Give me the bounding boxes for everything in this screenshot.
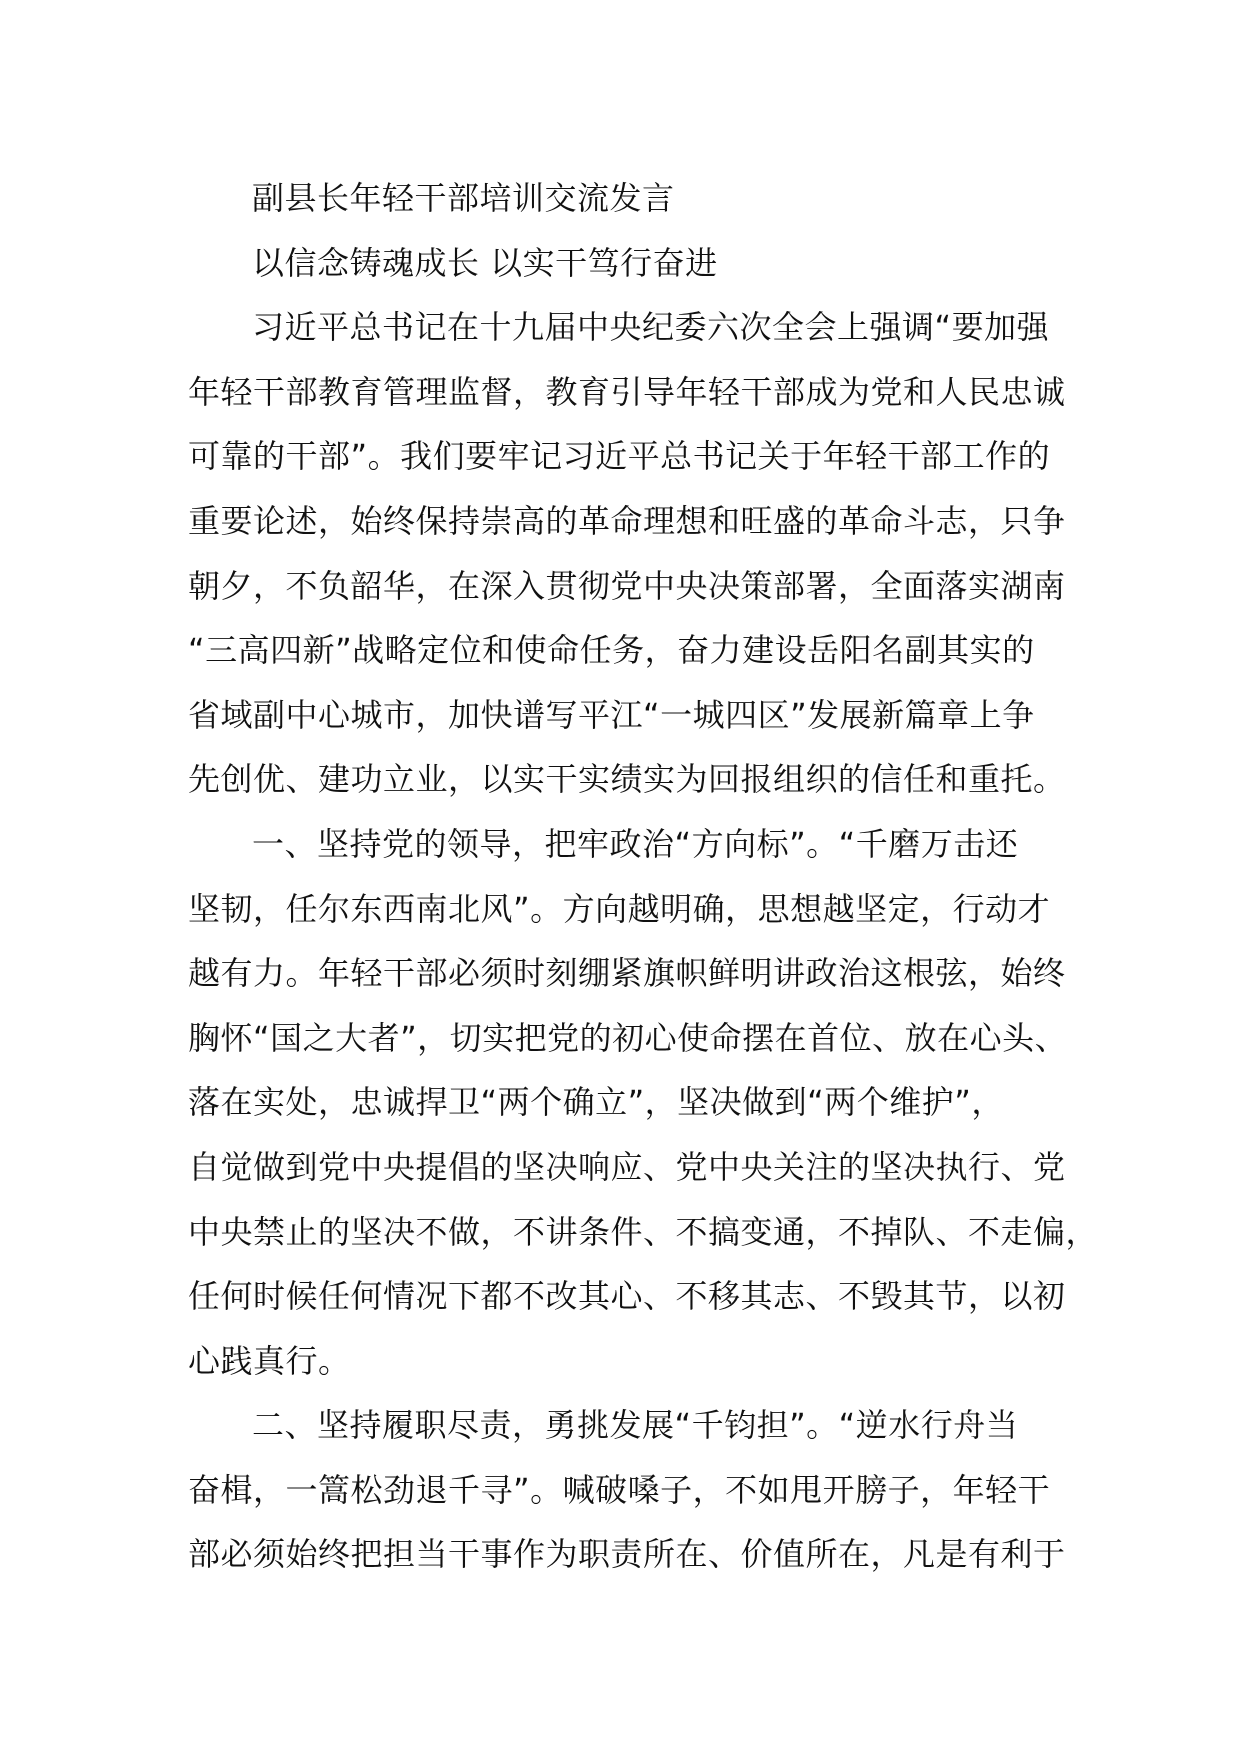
document-subtitle: 以信念铸魂成长 以实干笃行奋进 bbox=[252, 243, 718, 282]
paragraph-line: 越有力。年轻干部必须时刻绷紧旗帜鲜明讲政治这根弦，始终 bbox=[188, 954, 1066, 993]
paragraph-line: 胸怀“国之大者”，切实把党的初心使命摆在首位、放在心头、 bbox=[188, 1018, 1068, 1057]
paragraph-line: 省域副中心城市，加快谱写平江“一城四区”发展新篇章上争 bbox=[188, 695, 1035, 734]
paragraph-line: 习近平总书记在十九届中央纪委六次全会上强调“要加强 bbox=[252, 308, 1050, 347]
paragraph-line: 二、坚持履职尽责，勇挑发展“千钧担”。“逆水行舟当 bbox=[252, 1406, 1019, 1445]
paragraph-line: 先创优、建功立业，以实干实绩实为回报组织的信任和重托。 bbox=[188, 760, 1066, 799]
paragraph-line: 朝夕，不负韶华，在深入贯彻党中央决策部署，全面落实湖南 bbox=[188, 566, 1066, 605]
paragraph-line: “三高四新”战略定位和使命任务，奋力建设岳阳名副其实的 bbox=[188, 631, 1035, 670]
paragraph-line: 自觉做到党中央提倡的坚决响应、党中央关注的坚决执行、党 bbox=[188, 1147, 1066, 1186]
paragraph-line: 落在实处，忠诚捍卫“两个确立”，坚决做到“两个维护”， bbox=[188, 1083, 1004, 1122]
paragraph-line: 一、坚持党的领导，把牢政治“方向标”。“千磨万击还 bbox=[252, 824, 1019, 863]
paragraph-line: 中央禁止的坚决不做，不讲条件、不搞变通，不掉队、不走偏， bbox=[188, 1212, 1099, 1251]
paragraph-line: 任何时候任何情况下都不改其心、不移其志、不毁其节，以初 bbox=[188, 1277, 1066, 1316]
document-title: 副县长年轻干部培训交流发言 bbox=[252, 179, 675, 217]
paragraph-line: 重要论述，始终保持崇高的革命理想和旺盛的革命斗志，只争 bbox=[188, 501, 1066, 540]
document-body bbox=[188, 166, 1099, 1587]
paragraph-line: 年轻干部教育管理监督，教育引导年轻干部成为党和人民忠诚 bbox=[188, 372, 1066, 411]
paragraph-line: 坚韧，任尔东西南北风”。方向越明确，思想越坚定，行动才 bbox=[188, 889, 1051, 928]
paragraph-line: 可靠的干部”。我们要牢记习近平总书记关于年轻干部工作的 bbox=[188, 437, 1051, 476]
paragraph-line: 部必须始终把担当干事作为职责所在、价值所在，凡是有利于 bbox=[188, 1535, 1066, 1574]
paragraph-line: 奋楫，一篙松劲退千寻”。喊破嗓子，不如甩开膀子，年轻干 bbox=[188, 1470, 1051, 1509]
paragraph-line: 心践真行。 bbox=[188, 1341, 351, 1380]
